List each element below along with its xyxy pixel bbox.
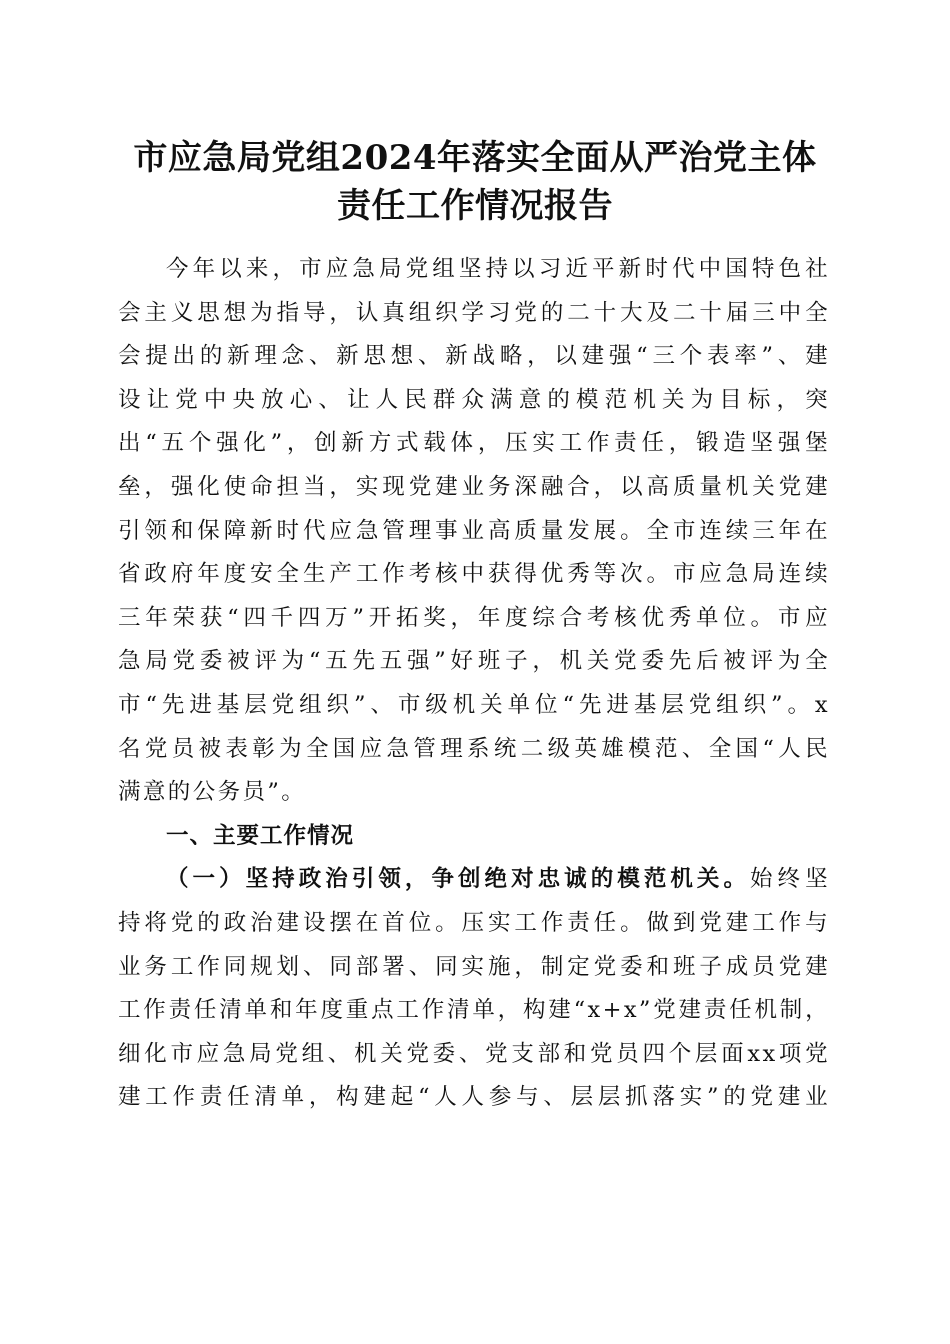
text-fragment: 始终坚 [750, 866, 830, 893]
title-line-1: 市应急局党组2024年落实全面从严治党主体 [133, 138, 817, 178]
subsection-paragraph [118, 858, 830, 1120]
document-body [118, 248, 830, 1120]
text-line: 工作责任清单和年度重点工作清单，构建“x+x”党建责任机制， [118, 997, 830, 1024]
text-line: 市“先进基层党组织”、市级机关单位“先进基层党组织”。x [118, 691, 830, 718]
text-line: 名党员被表彰为全国应急管理系统二级英雄模范、全国“人民 [118, 735, 830, 762]
text-line: 细化市应急局党组、机关党委、党支部和党员四个层面xx项党 [118, 1040, 830, 1067]
section-heading: 一、主要工作情况 [166, 822, 355, 849]
text-line: 出“五个强化”，创新方式载体，压实工作责任，锻造坚强堡 [118, 430, 830, 457]
text-line: 业务工作同规划、同部署、同实施，制定党委和班子成员党建 [118, 953, 830, 980]
text-line: 急局党委被评为“五先五强”好班子，机关党委先后被评为全 [118, 648, 830, 675]
text-line: 三年荣获“四千四万”开拓奖，年度综合考核优秀单位。市应 [118, 604, 830, 631]
intro-paragraph [118, 248, 830, 815]
text-line: 建工作责任清单，构建起“人人参与、层层抓落实”的党建业 [118, 1084, 830, 1111]
text-line: 引领和保障新时代应急管理事业高质量发展。全市连续三年在 [118, 517, 830, 544]
text-line: 持将党的政治建设摆在首位。压实工作责任。做到党建工作与 [118, 909, 830, 936]
document-title [100, 134, 850, 230]
text-line: 今年以来，市应急局党组坚持以习近平新时代中国特色社 [166, 256, 830, 282]
text-line: 会提出的新理念、新思想、新战略，以建强“三个表率”、建 [118, 343, 830, 370]
subsection-heading: （一）坚持政治引领，争创绝对忠诚的模范机关。 [166, 866, 750, 893]
text-line: 会主义思想为指导，认真组织学习党的二十大及二十届三中全 [118, 299, 830, 326]
text-line: 省政府年度安全生产工作考核中获得优秀等次。市应急局连续 [118, 561, 830, 588]
text-line: 满意的公务员”。 [118, 779, 307, 806]
text-line: 垒，强化使命担当，实现党建业务深融合，以高质量机关党建 [118, 473, 830, 500]
title-line-2: 责任工作情况报告 [337, 186, 613, 226]
text-line: 设让党中央放心、让人民群众满意的模范机关为目标，突 [118, 386, 830, 413]
subsection-first-line [118, 858, 830, 902]
